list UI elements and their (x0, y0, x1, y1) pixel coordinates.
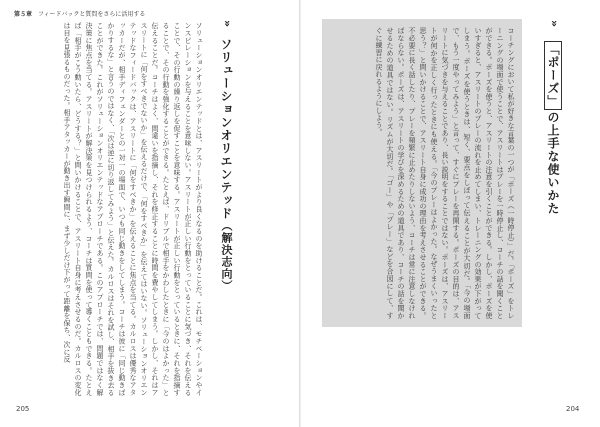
left-heading (215, 18, 251, 398)
gutter (299, 0, 301, 427)
box-body-text: コーチングにおいて私が好きな言葉の一つが「ポーズ（一時停止）」だ。「ポーズ」をトレーニングの場面で使うことで、アスリートはプレーを一時停止し、コーチの話を聞くことができる。ポーズを使うと、アスリートの注意を引くことができる。しかし、ポーズを使いすぎると、アスリートのプレーの流れを止めてしまい、トレーニングの効果が下がってしまう。ポーズを使うときは、短く、要点をしぼって伝えることが大切だ。「今の場面で、もう一度やってみよう」と言って、すぐにプレーを再開する。ポーズの目的は、アスリートに気づきを与えることであり、長い説明をすることではない。ポーズは、アスリートが何かを正しく行ったときにも使える。「今のプレーはよかった。なぜうまくいったと思う？」と問いかけることで、アスリート自身に成功の理由を考えさせることができる。不必要に長く話したり、プレーを頻繁に止めたりしないよう、コーチは常に注意しなければならない。ポーズは、アスリートの学びを深めるための道具であり、コーチの話を聞かせるための道具ではない。リズムが大切だ。「ゴー」や「プレー」などを合図にして、すぐに練習に戻れるようにしよう。 (375, 27, 515, 319)
chapter-label: 第５章 (14, 11, 33, 18)
chapter-title: フィードバックと質問をさらに活用する (37, 11, 146, 18)
running-head (14, 9, 145, 18)
column-box (322, 19, 522, 327)
page-number-left: 205 (16, 405, 30, 413)
chevron-icon: » (548, 20, 561, 28)
heading-sub: （解決志向） (220, 220, 233, 292)
left-body-text: ソリューションオリエンテッドとは、アスリートがより良くなるのを助けることだ。これは、モチベーションやインスピレーションを与えることを意味しない。アスリートが正しい行動をとっていることに気づき、それを伝えることで、その行動の繰り返しを促すことを意味する。アスリートが正しい行動をとっているときに、それを指摘することで、その行動を強化することができる。たとえば、ドリブルで相手をかわしたときに「今のはよかった」と伝えることだ。コーチはよく、間違いを指摘し、それを修正することに時間を費やしてしまう。しかし、それはアスリートに「何をすべきでないか」を伝えるだけで、「何をすべきか」を伝えてはいない。ソリューションオリエンテッドなフィードバックは、アスリートに「何をすべきか」を伝えることに焦点を当てる。カルロスは優秀なアタッカーだが、相手ディフェンダーとの一対一の場面で、いつも同じ動きをしてしまう。コーチは彼に「同じ動きばかりするな」と言うのではなく、「次は逆に切り返してみよう」と伝えた。カルロスはそれを試し、相手を抜き去ることができた。これがソリューションオリエンテッドなアプローチである。このアプローチでは、問題ではなく解決策に焦点を当てる。アスリートが解決策を見つけられるよう、コーチは質問を使って導くこともできる。たとえば「相手がこう動いたら、どうする？」と問いかけることで、アスリート自身に考えさせるのだ。カルロスの変化は目を見張るものだった。相手アタッカーが動き出す瞬間に、まず少しだけ下がって距離を保ち、次に反 (63, 22, 203, 396)
page-number-right: 204 (566, 405, 580, 413)
right-heading-text (545, 40, 562, 260)
heading-main: ソリューションオリエンテッド (219, 38, 233, 220)
heading-rest: の上手な使いかた (546, 111, 560, 215)
left-heading-text (218, 38, 235, 398)
chevron-icon: » (221, 20, 234, 28)
right-heading (540, 18, 576, 268)
heading-emphasis: 「ポーズ」 (546, 43, 560, 108)
